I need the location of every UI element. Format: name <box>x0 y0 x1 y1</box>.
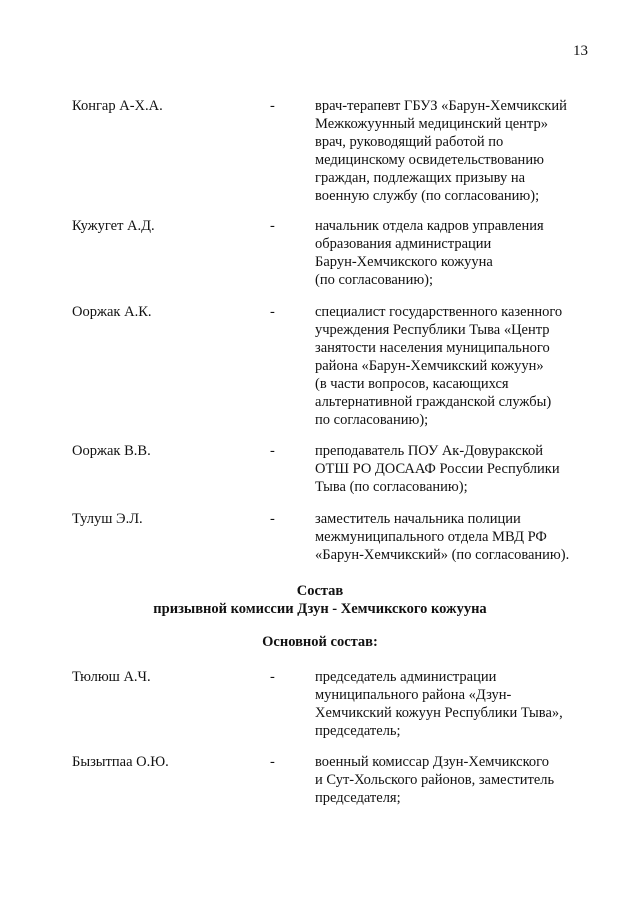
member-name: Ооржак А.К. <box>72 304 152 320</box>
position-line: преподаватель ПОУ Ак-Довуракской <box>315 443 544 459</box>
position-line: занятости населения муниципального <box>315 340 550 356</box>
position-line: межмуниципального отдела МВД РФ <box>315 529 547 545</box>
member-name: Кужугет А.Д. <box>72 218 155 234</box>
position-line: заместитель начальника полиции <box>315 511 521 527</box>
position-line: образования администрации <box>315 236 492 252</box>
position-line: врач, руководящий работой по <box>315 134 504 150</box>
page-number: 13 <box>573 43 588 59</box>
member-name: Ооржак В.В. <box>72 443 151 459</box>
position-line: (по согласованию); <box>315 272 434 288</box>
position-line: медицинскому освидетельствованию <box>315 152 544 168</box>
member-position <box>315 668 605 740</box>
dash: - <box>270 304 275 320</box>
position-line: и Сут-Хольского районов, заместитель <box>315 772 555 788</box>
member-position <box>315 303 605 429</box>
section-title: Состав <box>296 583 344 599</box>
dash: - <box>270 669 275 685</box>
dash: - <box>270 754 275 770</box>
position-line: по согласованию); <box>315 412 429 428</box>
position-line: ОТШ РО ДОСААФ России Республики <box>315 461 560 477</box>
position-line: «Барун-Хемчикский» (по согласованию). <box>315 547 570 563</box>
dash: - <box>270 511 275 527</box>
position-line: (в части вопросов, касающихся <box>315 376 509 392</box>
dash: - <box>270 218 275 234</box>
position-line: учреждения Республики Тыва «Центр <box>315 322 550 338</box>
position-line: специалист государственного казенного <box>315 304 563 320</box>
position-line: муниципального района «Дзун- <box>315 687 512 703</box>
member-position <box>315 97 605 205</box>
main-composition-heading: Основной состав: <box>262 634 378 650</box>
position-line: военную службу (по согласованию); <box>315 188 540 204</box>
position-line: Хемчикский кожуун Республики Тыва», <box>315 705 563 721</box>
position-line: начальник отдела кадров управления <box>315 218 544 234</box>
position-line: района «Барун-Хемчикский кожуун» <box>315 358 544 374</box>
position-line: Барун-Хемчикского кожууна <box>315 254 493 270</box>
member-name: Конгар А-Х.А. <box>72 98 163 114</box>
member-name: Тюлюш А.Ч. <box>72 669 151 685</box>
dash: - <box>270 98 275 114</box>
position-line: председатель; <box>315 723 401 739</box>
position-line: альтернативной гражданской службы) <box>315 394 552 410</box>
position-line: председателя; <box>315 790 401 806</box>
position-line: врач-терапевт ГБУЗ «Барун-Хемчикский <box>315 98 567 114</box>
dash: - <box>270 443 275 459</box>
position-line: военный комиссар Дзун-Хемчикского <box>315 754 549 770</box>
position-line: Межкожуунный медицинский центр» <box>315 116 548 132</box>
position-line: граждан, подлежащих призыву на <box>315 170 526 186</box>
position-line: председатель администрации <box>315 669 497 685</box>
member-position <box>315 442 605 496</box>
member-position <box>315 510 605 564</box>
member-position <box>315 753 605 807</box>
member-name: Бызытпаа О.Ю. <box>72 754 169 770</box>
member-name: Тулуш Э.Л. <box>72 511 143 527</box>
member-position <box>315 217 605 289</box>
position-line: Тыва (по согласованию); <box>315 479 468 495</box>
section-subtitle: призывной комиссии Дзун - Хемчикского кожууна <box>153 601 487 617</box>
